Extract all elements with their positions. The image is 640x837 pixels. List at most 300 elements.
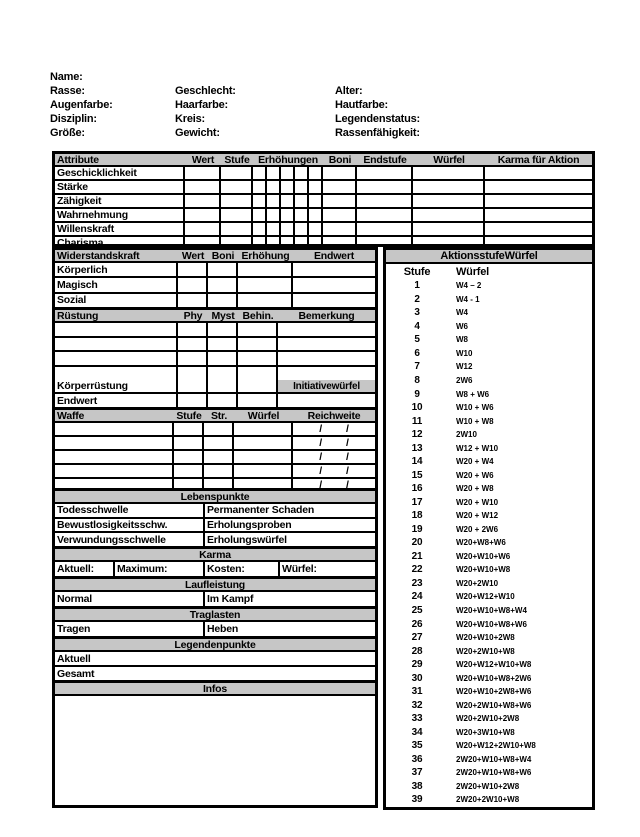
step-number: 18 [411,510,423,522]
action-dice-row [386,523,592,537]
step-dice: W20+2W10+W8 [456,646,515,656]
step-number: 34 [411,726,423,738]
action-dice-row [386,604,592,618]
race-label: Rasse: [50,85,85,97]
attribute-wuerfel-field[interactable] [413,223,485,235]
weapon-wuerfel-field[interactable] [234,451,293,463]
header-fields [50,70,595,140]
step-dice: 2W20+2W10+W8 [456,795,520,805]
attribute-name: Willenskraft [55,223,185,235]
step-dice: W10 + W6 [456,403,494,413]
attribute-stufe-field[interactable] [221,167,253,179]
armor-name-field[interactable] [55,338,178,351]
action-dice-row [386,306,592,320]
armor-myst-field[interactable] [208,323,238,336]
action-dice-row [386,468,592,482]
attribute-name: Wahrnehmung [55,209,185,221]
resistance-endwert-field[interactable] [293,278,375,291]
field-row-colors [50,98,595,112]
attribute-wuerfel-field[interactable] [413,209,485,221]
attribute-wuerfel-field[interactable] [413,195,485,207]
action-dice-row [386,644,592,658]
attribute-wuerfel-field[interactable] [413,167,485,179]
action-dice-table [383,247,595,810]
weapon-range-field[interactable] [293,437,375,449]
armor-behin-field[interactable] [238,367,278,380]
armor-myst-field[interactable] [208,352,238,365]
armor-row [55,367,375,380]
col-boni: Boni [211,249,235,262]
attribute-increase-box[interactable] [295,167,309,179]
step-dice: W20 + W12 [456,511,499,521]
weapon-name-field[interactable] [55,423,174,435]
life-points-header [55,491,375,504]
attribute-increase-box[interactable] [309,181,323,193]
attribute-increase-box[interactable] [281,195,295,207]
armor-phy-field[interactable] [178,367,208,380]
resistance-wert-field[interactable] [178,263,208,276]
life-left-label: Verwundungsschwelle [55,533,205,546]
attribute-increase-box[interactable] [281,209,295,221]
action-dice-row [386,455,592,469]
weapon-row [55,465,375,479]
attribute-name: Stärke [55,181,185,193]
attribute-endstufe-field[interactable] [357,195,413,207]
attribute-stufe-field[interactable] [221,209,253,221]
action-dice-row [386,374,592,388]
step-dice: W8 [456,335,468,345]
attribute-increase-box[interactable] [295,223,309,235]
body-armor-myst-field[interactable] [208,380,238,393]
step-number: 33 [411,713,423,725]
weapon-stufe-field[interactable] [174,451,204,463]
range-slash: / [319,465,322,477]
step-number: 15 [411,469,423,481]
step-dice: W4 - 1 [456,294,480,304]
resistance-wert-field[interactable] [178,294,208,307]
attribute-wert-field[interactable] [185,223,221,235]
attribute-increase-box[interactable] [295,181,309,193]
life-right-label: Erholungsproben [207,519,292,531]
weapon-stufe-field[interactable] [174,423,204,435]
infos-text-area[interactable] [55,696,375,805]
movement-section [55,576,375,606]
attribute-boni-field[interactable] [323,181,357,193]
armor-behin-field[interactable] [238,352,278,365]
body-armor-row [55,380,375,395]
weapon-row [55,423,375,437]
field-row-discipline [50,112,595,126]
attribute-endstufe-field[interactable] [357,209,413,221]
step-dice: W20+W10+2W8 [456,633,515,643]
attribute-stufe-field[interactable] [221,195,253,207]
step-dice: W20 + W4 [456,457,494,467]
age-label: Alter: [335,85,363,97]
action-dice-subheader [386,264,592,279]
action-dice-row [386,739,592,753]
weapon-str-field[interactable] [204,423,234,435]
range-slash: / [346,451,349,463]
body-armor-phy-field[interactable] [178,380,208,393]
armor-row [55,352,375,367]
attribute-karma-field[interactable] [485,181,592,193]
col-stufe: Stufe [224,153,250,166]
armor-endwert-label: Endwert [55,394,178,407]
step-number: 38 [411,780,423,792]
legend-points-title: Legendenpunkte [174,638,256,651]
resistance-name: Körperlich [55,263,178,276]
col-stufe: Stufe [176,409,202,422]
armor-name-field[interactable] [55,367,178,380]
attribute-increase-box[interactable] [253,195,267,207]
initiative-dice-label: Initiativewürfel [278,380,375,393]
armor-myst-field[interactable] [208,338,238,351]
col-bemerkung: Bemerkung [298,309,355,322]
step-number: 21 [411,550,423,562]
weapon-str-field[interactable] [204,437,234,449]
action-dice-row [386,550,592,564]
col-erhoehungen: Erhöhungen [258,153,318,166]
col-endwert: Endwert [313,249,355,262]
armor-row [55,323,375,338]
armor-endwert-behin-field[interactable] [238,394,278,407]
attribute-stufe-field[interactable] [221,223,253,235]
resistance-boni-field[interactable] [208,263,238,276]
col-reichweite: Reichweite [307,409,361,422]
loads-header [55,609,375,622]
col-karma: Karma für Aktion [497,153,580,166]
action-dice-row [386,726,592,740]
karma-header [55,549,375,562]
step-number: 31 [411,686,423,698]
armor-endwert-phy-field[interactable] [178,394,208,407]
lift-label: Heben [207,623,239,635]
col-wuerfel: Würfel [456,265,490,278]
range-slash: / [346,465,349,477]
step-number: 4 [414,320,420,332]
attribute-increase-box[interactable] [309,167,323,179]
resistance-boni-field[interactable] [208,294,238,307]
attribute-increase-box[interactable] [295,209,309,221]
action-dice-row [386,712,592,726]
attribute-increase-box[interactable] [267,167,281,179]
legend-points-row [55,667,375,680]
weapon-wuerfel-field[interactable] [234,437,293,449]
resistance-section [55,250,375,307]
resistance-erhoehung-field[interactable] [238,294,293,307]
attribute-boni-field[interactable] [323,209,357,221]
life-points-row [55,504,375,519]
eye-color-label: Augenfarbe: [50,99,113,111]
step-dice: W10 [456,348,473,358]
armor-phy-field[interactable] [178,352,208,365]
action-dice-row [386,347,592,361]
resistance-endwert-field[interactable] [293,263,375,276]
action-dice-row [386,279,592,293]
col-boni: Boni [328,153,352,166]
step-number: 23 [411,577,423,589]
step-dice: W20+W10+W8 [456,565,511,575]
action-dice-row [386,685,592,699]
life-points-title: Lebenspunkte [180,490,250,503]
step-number: 19 [411,523,423,535]
resistance-erhoehung-field[interactable] [238,263,293,276]
armor-endwert-myst-field[interactable] [208,394,238,407]
movement-header [55,579,375,592]
step-number: 28 [411,645,423,657]
step-dice: 2W20+W10+W8+W4 [456,754,532,764]
attribute-name: Charisma [55,237,185,249]
infos-title: Infos [202,682,228,695]
step-dice: W6 [456,321,468,331]
field-row-name [50,70,595,84]
step-dice: W20+3W10+W8 [456,727,515,737]
resistance-endwert-field[interactable] [293,294,375,307]
attribute-row [55,209,592,223]
armor-behin-field[interactable] [238,323,278,336]
attribute-increase-box[interactable] [281,181,295,193]
legend-points-label[interactable]: Gesamt [57,667,95,680]
armor-section [55,307,375,407]
weapon-wuerfel-field[interactable] [234,465,293,477]
step-dice: W20+2W10 [456,578,499,588]
step-number: 12 [411,429,423,441]
step-number: 14 [411,456,423,468]
step-dice: W20+W10+W8+W4 [456,606,527,616]
step-number: 16 [411,483,423,495]
action-dice-row [386,509,592,523]
step-dice: W20+2W10+2W8 [456,714,520,724]
step-number: 27 [411,632,423,644]
armor-bemerkung-field[interactable] [278,323,375,336]
discipline-label: Disziplin: [50,113,97,125]
attribute-endstufe-field[interactable] [357,167,413,179]
step-dice: 2W20+W10+W8+W6 [456,768,532,778]
action-dice-row [386,320,592,334]
legend-status-label: Legendenstatus: [335,113,421,125]
resistance-title: Widerstandskraft [57,249,140,262]
step-number: 24 [411,591,423,603]
body-armor-behin-field[interactable] [238,380,278,393]
weapon-range-field[interactable] [293,465,375,477]
attribute-increase-box[interactable] [253,209,267,221]
life-right-label: Permanenter Schaden [207,504,315,517]
loads-row [55,622,375,636]
range-slash: / [346,423,349,435]
action-dice-row [386,563,592,577]
col-wuerfel: Würfel [433,153,465,166]
col-phy: Phy [183,309,203,322]
action-dice-row [386,401,592,415]
step-number: 37 [411,767,423,779]
karma-cost-label: Kosten: [205,562,280,576]
weapon-str-field[interactable] [204,451,234,463]
action-dice-row [386,333,592,347]
attribute-increase-box[interactable] [281,167,295,179]
step-dice: W20+W10+2W8+W6 [456,687,532,697]
attribute-wert-field[interactable] [185,209,221,221]
attribute-karma-field[interactable] [485,195,592,207]
step-number: 9 [414,388,420,400]
field-row-size [50,126,595,140]
attribute-wuerfel-field[interactable] [413,181,485,193]
armor-phy-field[interactable] [178,338,208,351]
step-dice: W20 + W6 [456,470,494,480]
step-dice: W20+W10+W8+W6 [456,619,527,629]
attribute-increase-box[interactable] [253,223,267,235]
step-dice: W4 [456,308,468,318]
step-dice: 2W20+W10+2W8 [456,781,520,791]
action-dice-row [386,590,592,604]
legend-points-label[interactable]: Aktuell [57,652,91,665]
step-number: 13 [411,442,423,454]
action-dice-row [386,441,592,455]
skin-color-label: Hautfarbe: [335,99,389,111]
step-number: 6 [414,347,420,359]
range-slash: / [319,437,322,449]
legend-points-header [55,639,375,652]
step-dice: W20+W12+2W10+W8 [456,741,536,751]
weapon-range-field[interactable] [293,451,375,463]
life-left-label: Todesschwelle [55,504,205,517]
step-number: 25 [411,605,423,617]
action-dice-row [386,793,592,807]
attribute-increase-box[interactable] [309,223,323,235]
armor-row [55,338,375,353]
infos-header [55,683,375,696]
action-dice-row [386,414,592,428]
attribute-increase-box[interactable] [295,195,309,207]
weapon-stufe-field[interactable] [174,465,204,477]
attribute-increase-box[interactable] [267,195,281,207]
weapon-name-field[interactable] [55,437,174,449]
step-number: 17 [411,496,423,508]
attribute-increase-box[interactable] [253,181,267,193]
weapon-wuerfel-field[interactable] [234,423,293,435]
attributes-table [52,151,595,247]
karma-title: Karma [199,548,231,561]
step-dice: W12 + W10 [456,443,499,453]
attribute-increase-box[interactable] [253,167,267,179]
attribute-endstufe-field[interactable] [357,181,413,193]
karma-maximum-label: Maximum: [115,562,205,576]
resistance-name: Magisch [55,278,178,291]
attribute-boni-field[interactable] [323,167,357,179]
step-dice: W20+W10+W8+2W6 [456,673,532,683]
armor-behin-field[interactable] [238,338,278,351]
weapon-str-field[interactable] [204,465,234,477]
attribute-row [55,195,592,209]
circle-label: Kreis: [175,113,205,125]
weapon-name-field[interactable] [55,465,174,477]
weapon-range-field[interactable] [293,423,375,435]
step-number: 35 [411,740,423,752]
attribute-karma-field[interactable] [485,167,592,179]
weight-label: Gewicht: [175,127,220,139]
attribute-wert-field[interactable] [185,167,221,179]
body-armor-label: Körperrüstung [55,380,178,393]
attribute-increase-box[interactable] [309,195,323,207]
resistance-wert-field[interactable] [178,278,208,291]
size-label: Größe: [50,127,85,139]
attribute-endstufe-field[interactable] [357,223,413,235]
step-dice: W10 + W8 [456,416,494,426]
action-dice-row [386,577,592,591]
col-wert: Wert [191,153,215,166]
resistance-erhoehung-field[interactable] [238,278,293,291]
step-number: 5 [414,334,420,346]
attribute-row [55,181,592,195]
attribute-boni-field[interactable] [323,195,357,207]
attribute-karma-field[interactable] [485,209,592,221]
step-number: 39 [411,794,423,806]
action-dice-row [386,671,592,685]
weapon-row [55,437,375,451]
armor-bemerkung-field[interactable] [278,352,375,365]
attribute-increase-box[interactable] [267,181,281,193]
initiative-dice-field[interactable] [278,394,375,407]
resistance-row [55,294,375,307]
step-number: 30 [411,672,423,684]
step-number: 20 [411,537,423,549]
step-dice: W20+2W10+W8+W6 [456,700,532,710]
armor-bemerkung-field[interactable] [278,338,375,351]
attribute-wert-field[interactable] [185,195,221,207]
attribute-name: Zähigkeit [55,195,185,207]
attribute-wert-field[interactable] [185,181,221,193]
field-row-race [50,84,595,98]
armor-name-field[interactable] [55,352,178,365]
step-dice: W20+W10+W6 [456,551,511,561]
step-dice: W20 + W10 [456,497,499,507]
weapon-stufe-field[interactable] [174,437,204,449]
attribute-increase-box[interactable] [267,223,281,235]
attribute-karma-field[interactable] [485,223,592,235]
armor-phy-field[interactable] [178,323,208,336]
loads-section [55,606,375,636]
action-dice-row [386,360,592,374]
armor-name-field[interactable] [55,323,178,336]
life-left-label: Bewustlosigkeitsschw. [55,519,205,532]
step-number: 11 [411,415,423,427]
step-dice: 2W10 [456,430,477,440]
weapon-name-field[interactable] [55,451,174,463]
karma-current-label: Aktuell: [55,562,115,576]
action-dice-row [386,617,592,631]
action-dice-row [386,766,592,780]
attribute-increase-box[interactable] [267,209,281,221]
resistance-name: Sozial [55,294,178,307]
resistance-boni-field[interactable] [208,278,238,291]
attribute-boni-field[interactable] [323,223,357,235]
range-slash: / [319,423,322,435]
action-dice-row [386,387,592,401]
action-dice-row [386,753,592,767]
resistance-row [55,263,375,278]
step-number: 29 [411,659,423,671]
attribute-stufe-field[interactable] [221,181,253,193]
attribute-increase-box[interactable] [281,223,295,235]
action-dice-row [386,482,592,496]
attribute-increase-box[interactable] [309,209,323,221]
step-number: 3 [414,307,420,319]
col-endstufe: Endstufe [363,153,407,166]
karma-row [55,562,375,576]
life-points-row [55,533,375,546]
armor-bemerkung-field[interactable] [278,367,375,380]
step-dice: W8 + W6 [456,389,490,399]
armor-myst-field[interactable] [208,367,238,380]
